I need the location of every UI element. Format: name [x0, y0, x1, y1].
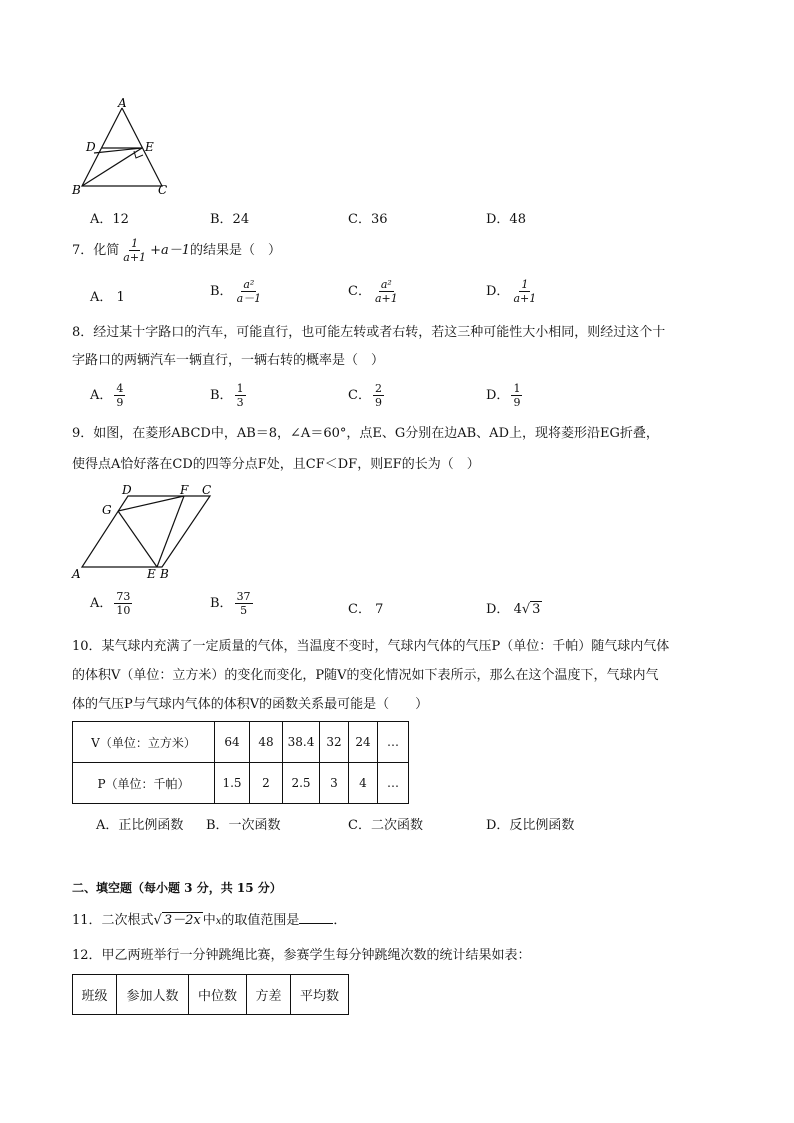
question-10-line1: 10．某气球内充满了一定质量的气体，当温度不变时，气球内气体的气压P（单位：千帕）随气球内气体: [72, 639, 670, 654]
label-D: D: [86, 140, 96, 154]
table-cell: 24: [349, 722, 378, 763]
question-10-line3: 体的气压P与气球内气体的体积V的函数关系最可能是（ ）: [72, 697, 429, 712]
q10-option-a: A．正比例函数: [96, 818, 184, 833]
label-B: B: [160, 567, 169, 581]
label-C: C: [158, 183, 168, 197]
table-cell: …: [378, 763, 409, 804]
q8-option-c: C． $\frac{2}{9}$: [348, 382, 382, 409]
label-A: A: [72, 567, 81, 581]
table-header: 平均数: [291, 975, 349, 1015]
table-cell: V（单位：立方米）: [73, 722, 215, 763]
table-cell: 2: [250, 763, 283, 804]
q7-option-c: C． $\frac{\text{a²}}{a+1}$: [348, 278, 398, 305]
q10-option-d: D．反比例函数: [486, 818, 575, 833]
table-cell: 3: [320, 763, 349, 804]
table-cell: …: [378, 722, 409, 763]
table-cell: 64: [215, 722, 250, 763]
label-E: E: [147, 567, 156, 581]
table-header: 中位数: [189, 975, 247, 1015]
answer-blank[interactable]: [299, 911, 333, 924]
table-row: [73, 722, 409, 763]
question-11: 11．二次根式√ 3－2x 中x的取值范围是 ．: [72, 913, 347, 928]
q7-option-a: A． 1: [90, 290, 125, 305]
table-row: [73, 763, 409, 804]
table-cell: P（单位：千帕）: [73, 763, 215, 804]
question-7: 7．化简 $\frac{1}{a+1}$ +a－1的结果是（ ）: [72, 237, 281, 264]
q9-option-d: D． 4√ 3: [486, 602, 541, 617]
q10-option-b: B．一次函数: [206, 818, 281, 833]
table-row: [73, 975, 349, 1015]
q8-option-a: A． $\frac{4}{9}$: [90, 382, 124, 409]
label-B: B: [72, 183, 81, 197]
question-12: 12．甲乙两班举行一分钟跳绳比赛，参赛学生每分钟跳绳次数的统计结果如表：: [72, 948, 531, 963]
table-cell: 1.5: [215, 763, 250, 804]
table-cell: 32: [320, 722, 349, 763]
q6-option-d: D．48: [486, 212, 526, 227]
q7-option-b: B． $\frac{\text{a²}}{a-1}$: [210, 278, 262, 305]
q12-table: [72, 974, 349, 1015]
triangle-figure-q6: [68, 98, 178, 198]
q9-option-a: A． $\frac{73}{10}$: [90, 590, 131, 617]
question-9-line2: 使得点A恰好落在CD的四等分点F处，且CF＜DF，则EF的长为（ ）: [72, 457, 480, 472]
question-8-line1: 8．经过某十字路口的汽车，可能直行，也可能左转或者右转，若这三种可能性大小相同，则经过这个十: [72, 325, 666, 340]
label-G: G: [102, 503, 112, 517]
label-E: E: [145, 140, 154, 154]
label-A: A: [118, 98, 127, 110]
question-10-line2: 的体积V（单位：立方米）的变化而变化，P随V的变化情况如下表所示，那么在这个温度下，气球内气: [72, 668, 659, 683]
table-cell: 4: [349, 763, 378, 804]
q10-option-c: C．二次函数: [348, 818, 423, 833]
table-header: 方差: [247, 975, 291, 1015]
q8-option-d: D． $\frac{1}{9}$: [486, 382, 521, 409]
rhombus-figure-q9: [68, 482, 228, 582]
table-header: 班级: [73, 975, 117, 1015]
question-8-line2: 字路口的两辆汽车一辆直行，一辆右转的概率是（ ）: [72, 353, 385, 368]
q6-option-c: C．36: [348, 212, 388, 227]
q8-option-b: B． $\frac{1}{3}$: [210, 382, 244, 409]
q10-table: [72, 721, 409, 804]
label-D: D: [122, 483, 132, 497]
table-header: 参加人数: [117, 975, 189, 1015]
q6-option-a: A．12: [90, 212, 129, 227]
q9-option-b: B． $\frac{37}{5}$: [210, 590, 251, 617]
section-heading: 二、填空题（每小题 3 分，共 15 分）: [72, 881, 282, 895]
q6-option-b: B．24: [210, 212, 250, 227]
table-cell: 48: [250, 722, 283, 763]
label-F: F: [180, 483, 189, 497]
question-9-line1: 9．如图，在菱形ABCD中，AB＝8，∠A＝60°，点E、G分别在边AB、AD上，现将菱形沿EG折叠，: [72, 426, 659, 441]
q9-option-c: C． 7: [348, 602, 384, 617]
q7-option-d: D． $\frac{1}{a+1}$: [486, 278, 537, 305]
table-cell: 2.5: [283, 763, 320, 804]
table-cell: 38.4: [283, 722, 320, 763]
label-C: C: [202, 483, 212, 497]
